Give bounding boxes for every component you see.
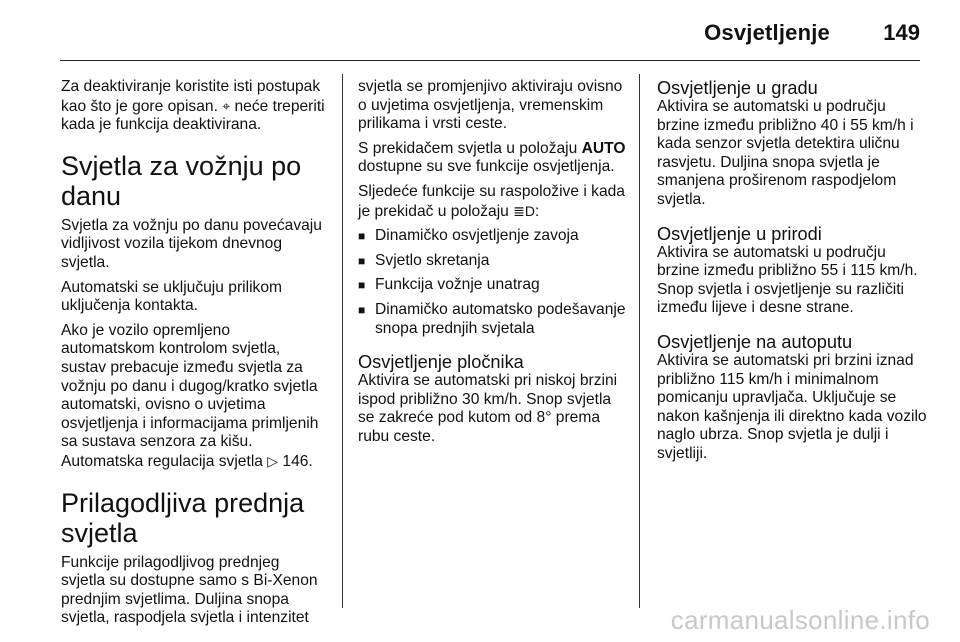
afl-paragraph: Funkcije prilagodljivog prednjeg svjetla su dostupne samo s Bi-Xenon prednjim svjetlima. Duljina snopa svjetla, raspodjela svjetla i intenzitet bbox=[61, 553, 318, 627]
motorway-paragraph: Aktivira se automatski pri brzini iznad približno 115 km/h i minimalnom pomicanju upravljača. Uključuje se nakon kašnjenja ili direktno kada vozilo naglo ubrza. Snop svjetla je dulji i svjetliji. bbox=[657, 351, 927, 462]
page-title: Osvjetljenje bbox=[704, 20, 830, 45]
auto-keyword: AUTO bbox=[581, 139, 626, 157]
heading-country-lighting: Osvjetljenje u prirodi bbox=[657, 223, 822, 244]
column-middle bbox=[358, 78, 628, 453]
heading-town-lighting: Osvjetljenje u gradu bbox=[657, 78, 818, 98]
list-intro-colon: : bbox=[535, 202, 540, 220]
list-item bbox=[358, 301, 628, 338]
list-item bbox=[358, 276, 628, 295]
list-intro-text: Sljedeće funkcije su raspoložive i kada je prekidač u položaju bbox=[358, 182, 625, 220]
list-item-text: Svjetlo skretanja bbox=[375, 251, 490, 269]
intro-text: Za deaktiviranje koristite isti postupak kao što je gore opisan. bbox=[61, 78, 321, 115]
auto-paragraph bbox=[358, 140, 628, 177]
column-right bbox=[657, 78, 927, 470]
bullet-icon: ■ bbox=[358, 253, 366, 268]
drl-text: Ako je vozilo opremljeno automatskom kontrolom svjetla, sustav prebacuje između svjetla za vožnju po danu i dugog/kratko svjetla automatski, ovisno o uvjetima osvjetljenja i informacijama primljenih sa sustava senzora za kišu. Automatska regulacija svjetla bbox=[61, 321, 319, 470]
drl-paragraph-1: Svjetla za vožnju po danu povećavaju vidljivost vozila tijekom dnevnog svjetla. bbox=[61, 216, 322, 271]
column-divider bbox=[342, 74, 343, 608]
list-item-text: Funkcija vožnje unatrag bbox=[375, 276, 540, 294]
page-reference-link[interactable]: 146. bbox=[278, 452, 313, 470]
intro-text-end: neće treperiti kada je funkcija deaktivirana. bbox=[61, 97, 325, 134]
light-indicator-icon: ⌖ bbox=[222, 97, 231, 114]
heading-pedestrian-lighting: Osvjetljenje pločnika bbox=[358, 352, 524, 373]
list-intro-paragraph bbox=[358, 183, 628, 221]
bullet-icon: ■ bbox=[358, 229, 366, 244]
page-number: 149 bbox=[883, 20, 920, 45]
low-beam-icon: ≣D bbox=[513, 202, 536, 219]
column-divider bbox=[639, 74, 640, 608]
list-item bbox=[358, 252, 628, 271]
list-item-text: Dinamičko automatsko podešavanje snopa prednjih svjetala bbox=[375, 300, 626, 337]
country-paragraph: Aktivira se automatski u području brzine između približno 55 i 115 km/h. Snop svjetla i osvjetljenje su različiti između lijeve i desne strane. bbox=[657, 243, 918, 317]
bullet-icon: ■ bbox=[358, 302, 366, 317]
drl-paragraph-3 bbox=[61, 322, 327, 472]
town-paragraph: Aktivira se automatski u području brzine između približno 40 i 55 km/h i kada senzor svjetla detektira uličnu rasvjetu. Duljina snopa svjetla je smanjena proširenom raspodjelom svjetla. bbox=[657, 98, 914, 208]
list-item-text: Dinamičko osvjetljenje zavoja bbox=[375, 227, 579, 245]
page-reference-icon: ▷ bbox=[267, 452, 279, 469]
auto-text-end: dostupne su sve funkcije osvjetljenja. bbox=[358, 158, 615, 176]
continued-paragraph: svjetla se promjenjivo aktiviraju ovisno o uvjetima osvjetljenja, vremenskim prilikama i vrsti ceste. bbox=[358, 78, 623, 133]
intro-paragraph bbox=[61, 78, 327, 135]
column-left bbox=[61, 78, 327, 634]
bullet-icon: ■ bbox=[358, 278, 366, 293]
watermark: carmanualsonline.info bbox=[670, 605, 930, 635]
auto-text: S prekidačem svjetla u položaju bbox=[358, 139, 582, 157]
heading-daytime-running-lights: Svjetla za vožnju po danu bbox=[61, 150, 302, 211]
drl-paragraph-2: Automatski se uključuju prilikom uključenja kontakta. bbox=[61, 278, 282, 315]
function-list bbox=[358, 227, 628, 338]
list-item bbox=[358, 227, 628, 246]
heading-motorway-lighting: Osvjetljenje na autoputu bbox=[657, 331, 853, 352]
pedestrian-paragraph: Aktivira se automatski pri niskoj brzini ispod približno 30 km/h. Snop svjetla se zakreće pod kutom od 8° prema rubu ceste. bbox=[358, 372, 618, 445]
header-rule bbox=[60, 60, 920, 61]
heading-adaptive-headlights: Prilagodljiva prednja svjetla bbox=[61, 487, 305, 548]
